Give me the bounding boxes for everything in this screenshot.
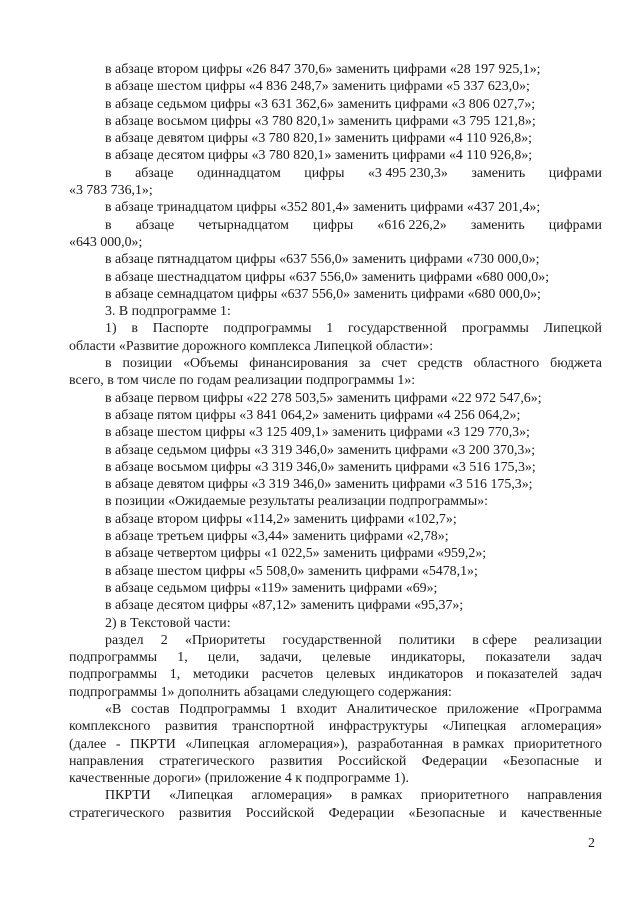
word: в рамках — [452, 736, 505, 752]
text-line — [69, 666, 602, 683]
word: качественные — [521, 805, 602, 821]
word: развития — [178, 805, 232, 821]
word: приоритетного — [420, 788, 509, 804]
text-line: в абзаце шестом цифры «5 508,0» заменить цифрами «5478,1»; — [105, 563, 478, 579]
word: в — [105, 165, 112, 181]
word: подпрограммы — [223, 321, 312, 337]
word: целевых — [325, 667, 376, 683]
text-line: в абзаце втором цифры «26 847 370,6» заменить цифрами «28 197 925,1»; — [105, 62, 541, 77]
word: Федерации — [328, 805, 395, 821]
word: задач — [570, 667, 602, 683]
word: «Безопасные — [408, 805, 485, 821]
word: приоритетного — [513, 736, 602, 752]
word: в — [105, 356, 112, 372]
word: «Программа — [528, 701, 602, 717]
word: развития — [270, 753, 323, 769]
word: цели, — [207, 650, 240, 666]
word: направления — [69, 753, 144, 769]
text-line: в абзаце четвертом цифры «1 022,5» заменить цифрами «959,2»; — [105, 546, 487, 562]
word: 1 — [279, 701, 287, 717]
text-line: 2) в Текстовой части: — [105, 615, 231, 631]
text-line: в абзаце десятом цифры «87,12» заменить цифрами «95,37»; — [105, 598, 464, 614]
word: разработанная — [357, 736, 444, 752]
text-line: в позиции «Ожидаемые результаты реализации подпрограммы»: — [105, 494, 488, 510]
word: подпрограммы — [69, 650, 158, 666]
text-line: в абзаце втором цифры «114,2» заменить цифрами «102,7»; — [105, 511, 457, 527]
text-line — [69, 217, 602, 234]
word: методики — [192, 667, 249, 683]
word: подпрограммы — [69, 667, 158, 683]
word: стратегического — [69, 805, 165, 821]
text-line: в абзаце пятнадцатом цифры «637 556,0» заменить цифрами «730 000,0»; — [105, 252, 540, 268]
word: «Липецкая — [169, 788, 234, 804]
word: средств — [417, 356, 463, 372]
text-line: «643 000,0»; — [69, 234, 143, 250]
word: задачи, — [259, 650, 302, 666]
word: 1) — [105, 321, 117, 337]
word: входит — [296, 701, 337, 717]
word: индикаторов — [388, 667, 464, 683]
text-line: подпрограммы 1» дополнить абзацами следующего содержания: — [69, 684, 452, 700]
text-line: в абзаце третьем цифры «3,44» заменить цифрами «2,78»; — [105, 529, 449, 545]
text-line — [69, 649, 602, 666]
word: состав — [131, 701, 170, 717]
word: цифры — [304, 165, 345, 181]
text-line — [69, 718, 602, 735]
word: государственной — [348, 321, 447, 337]
word: в — [105, 217, 112, 233]
word: программы — [461, 321, 529, 337]
text-line: в абзаце восьмом цифры «3 780 820,1» заменить цифрами «3 795 121,8»; — [105, 113, 536, 129]
text-line: в абзаце шестом цифры «3 125 409,1» заменить цифрами «3 129 770,3»; — [105, 425, 530, 441]
text-line: в абзаце восьмом цифры «3 319 346,0» заменить цифрами «3 516 175,3»; — [105, 459, 536, 475]
word: цифрами — [548, 217, 602, 233]
word: в сфере — [472, 632, 517, 648]
word: Аналитическое — [346, 701, 438, 717]
word: счет — [381, 356, 407, 372]
text-line — [69, 701, 602, 718]
word: инфраструктуры — [328, 719, 428, 735]
text-line: качественные дороги» (приложение 4 к подпрограмме 1). — [69, 771, 409, 787]
word: Российской — [337, 753, 407, 769]
text-line — [69, 355, 602, 372]
text-line — [69, 632, 602, 649]
word: за — [358, 356, 371, 372]
word: и — [499, 805, 507, 821]
text-line: в абзаце седьмом цифры «3 319 346,0» заменить цифрами «3 200 370,3»; — [105, 442, 536, 458]
text-line: в абзаце шестнадцатом цифры «637 556,0» заменить цифрами «680 000,0»; — [105, 269, 550, 285]
text-line: в абзаце седьмом цифры «3 631 362,6» заменить цифрами «3 806 027,7»; — [105, 96, 536, 112]
word: (далее — [69, 736, 107, 752]
word: развития — [164, 719, 218, 735]
word: приложение — [446, 701, 519, 717]
text-line — [69, 753, 602, 770]
word: в рамках — [350, 788, 403, 804]
text-line: в абзаце шестом цифры «4 836 248,7» заменить цифрами «5 337 623,0»; — [105, 79, 530, 95]
word: 1 — [326, 321, 334, 337]
text-line — [69, 805, 602, 822]
word: позиции — [122, 356, 173, 372]
word: абзаце — [135, 217, 175, 233]
word: ПКРТИ — [130, 736, 176, 752]
word: бюджета — [550, 356, 602, 372]
word: «616 226,2» — [377, 217, 447, 233]
text-line: 3. В подпрограмме 1: — [105, 304, 231, 320]
word: 1, — [169, 667, 181, 683]
document-body — [69, 61, 602, 822]
word: задач — [570, 650, 602, 666]
word: Российской — [245, 805, 315, 821]
text-line: области «Развитие дорожного комплекса Липецкой области»: — [69, 338, 434, 354]
word: абзаце — [135, 165, 174, 181]
word: агломерация» — [520, 719, 602, 735]
word: агломерация»), — [258, 736, 349, 752]
word: раздел — [105, 632, 144, 648]
text-line: в абзаце девятом цифры «3 319 346,0» заменить цифрами «3 516 175,3»; — [105, 477, 533, 493]
word: заменить — [471, 165, 526, 181]
word: индикаторы, — [390, 650, 466, 666]
text-line — [69, 787, 602, 804]
text-line: всего, в том числе по годам реализации подпрограммы 1»: — [69, 373, 416, 389]
text-line — [69, 320, 602, 337]
word: цифрами — [548, 165, 602, 181]
word: «Липецкая — [185, 736, 250, 752]
word: показатели — [485, 650, 551, 666]
word: Федерации — [421, 753, 488, 769]
word: «3 495 230,3» — [367, 165, 448, 181]
word: «Объемы — [183, 356, 239, 372]
word: цифры — [313, 217, 354, 233]
word: государственной — [282, 632, 382, 648]
word: одиннадцатом — [197, 165, 281, 181]
word: комплексного — [69, 719, 151, 735]
word: транспортной — [232, 719, 315, 735]
word: агломерация» — [251, 788, 333, 804]
word: - — [115, 736, 121, 752]
text-line: в абзаце десятом цифры «3 780 820,1» заменить цифрами «4 110 926,8»; — [105, 148, 533, 164]
word: Липецкой — [543, 321, 602, 337]
word: реализации — [534, 632, 602, 648]
word: направления — [527, 788, 602, 804]
word: финансирования — [249, 356, 348, 372]
word: ПКРТИ — [105, 788, 151, 804]
word: и — [594, 753, 602, 769]
text-line: «3 783 736,1»; — [69, 183, 153, 199]
word: «Безопасные — [502, 753, 580, 769]
text-line: в абзаце девятом цифры «3 780 820,1» заменить цифрами «4 110 926,8»; — [105, 131, 533, 147]
text-line: в абзаце седьмом цифры «119» заменить цифрами «69»; — [105, 580, 438, 596]
text-line: в абзаце семнадцатом цифры «637 556,0» заменить цифрами «680 000,0»; — [105, 286, 541, 302]
text-line: в абзаце пятом цифры «3 841 064,2» заменить цифрами «4 256 064,2»; — [105, 407, 521, 423]
text-line — [69, 165, 602, 182]
text-line — [69, 736, 602, 753]
word: «Липецкая — [442, 719, 507, 735]
word: 1, — [177, 650, 188, 666]
word: политики — [398, 632, 455, 648]
word: расчетов — [261, 667, 314, 683]
text-line: в абзаце первом цифры «22 278 503,5» заменить цифрами «22 972 547,6»; — [105, 390, 542, 406]
text-line: в абзаце тринадцатом цифры «352 801,4» заменить цифрами «437 201,4»; — [105, 200, 541, 216]
word: «Приоритеты — [184, 632, 266, 648]
word: областного — [473, 356, 540, 372]
word: и показателей — [475, 667, 558, 683]
word: 2 — [160, 632, 168, 648]
word: стратегического — [159, 753, 255, 769]
word: «В — [105, 701, 122, 717]
word: Паспорте — [152, 321, 209, 337]
word: заменить — [470, 217, 525, 233]
word: в — [131, 321, 138, 337]
word: четырнадцатом — [198, 217, 289, 233]
page-number: 2 — [588, 836, 595, 851]
word: Подпрограммы — [179, 701, 271, 717]
word: целевые — [322, 650, 371, 666]
